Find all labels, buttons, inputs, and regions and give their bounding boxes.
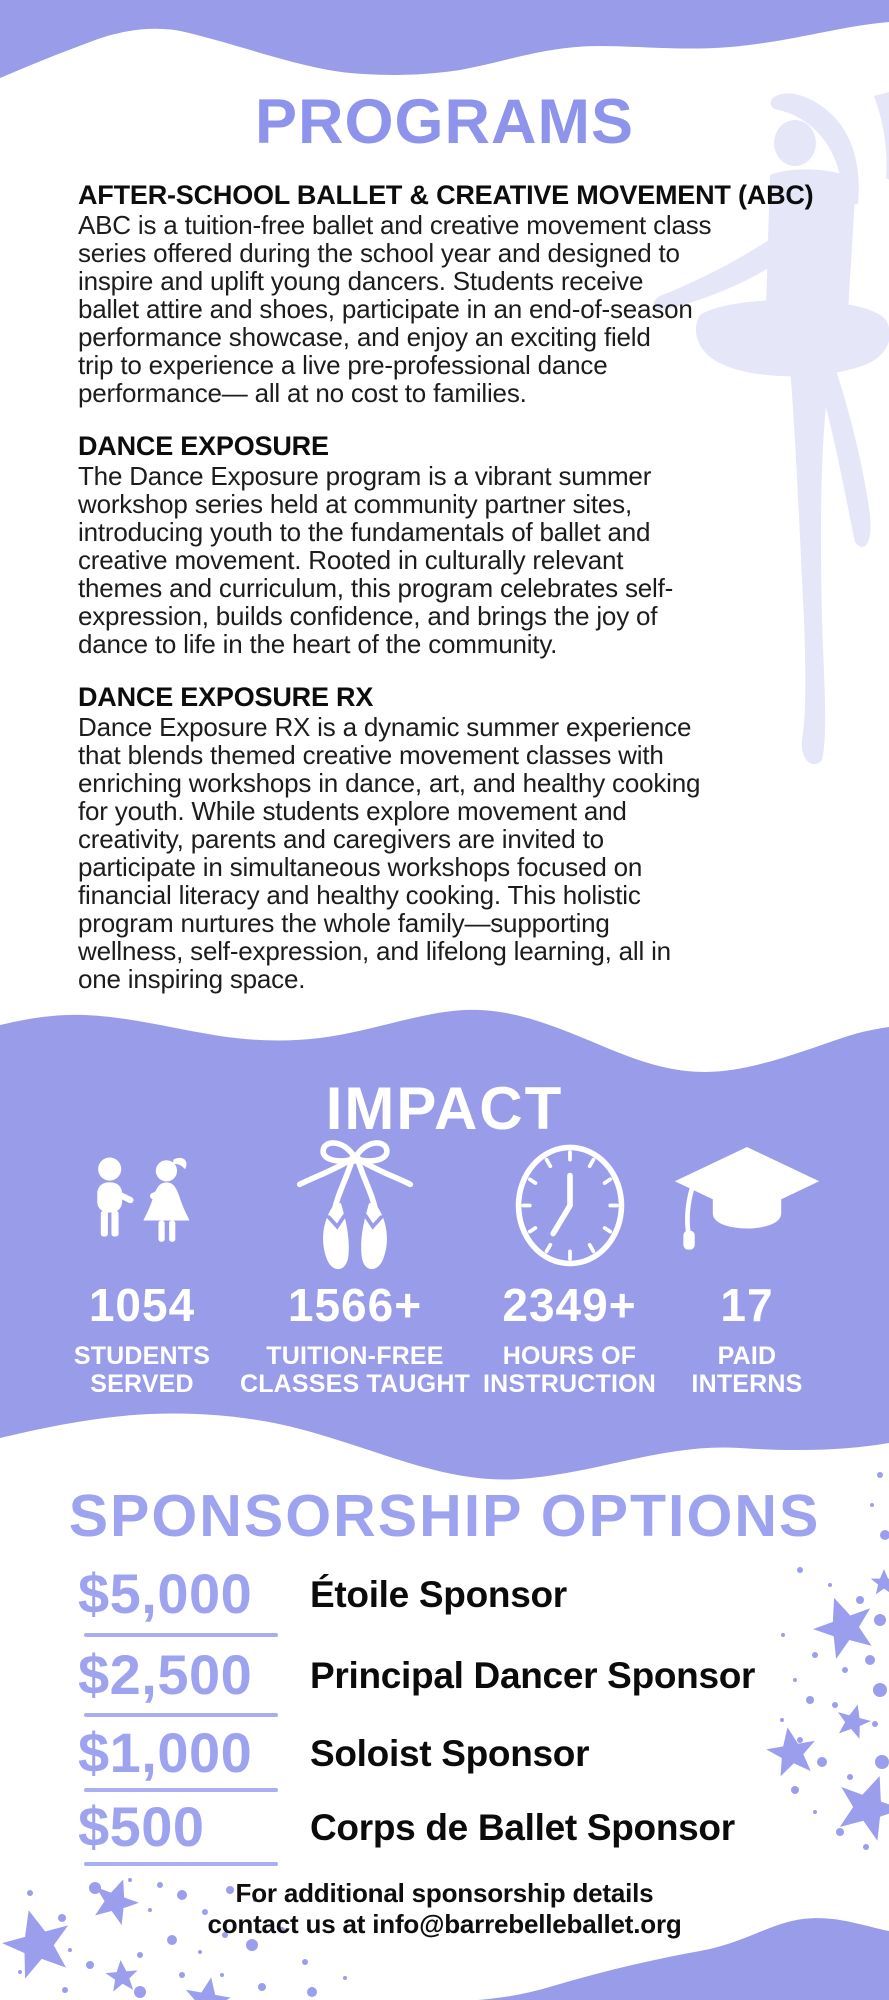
stat-classes-taught: [240, 1130, 470, 1398]
program-section: [78, 180, 826, 407]
footer-note: [0, 1878, 889, 1940]
top-wave: [0, 0, 889, 78]
sponsorship-title: SPONSORSHIP OPTIONS: [68, 1483, 821, 1549]
tier-underline: [84, 1713, 278, 1717]
stat-value: 1566+: [287, 1279, 423, 1331]
clock-icon: [509, 1130, 631, 1280]
program-heading: AFTER-SCHOOL BALLET & CREATIVE MOVEMENT (ABC): [78, 180, 814, 210]
stat-value: 17: [720, 1279, 774, 1331]
footer-line: For additional sponsorship details: [235, 1878, 654, 1908]
tier-amount: $1,000: [78, 1721, 253, 1784]
program-body: The Dance Exposure program is a vibrant summer workshop series held at community partner sites, introducing youth to the fundamentals of ballet and creative movement. Rooted in culturally relevant themes and curriculum, this program celebrates self- expression, builds confidence, and brings the joy of dance to life in the heart of the community.: [78, 461, 674, 659]
program-heading: DANCE EXPOSURE RX: [78, 682, 374, 712]
tier-underline: [84, 1788, 278, 1792]
stat-label: PAID INTERNS: [691, 1342, 803, 1398]
programs-title: PROGRAMS: [254, 87, 635, 157]
tier-underline: [84, 1862, 278, 1866]
tier-label: Soloist Sponsor: [310, 1733, 590, 1774]
impact-title: IMPACT: [325, 1075, 564, 1142]
pointe-shoes-icon: [280, 1130, 430, 1280]
stat-value: 2349+: [502, 1279, 637, 1331]
program-heading: DANCE EXPOSURE: [78, 431, 329, 461]
program-body: Dance Exposure RX is a dynamic summer experience that blends themed creative movement classes with enriching workshops in dance, art, and healthy cooking for youth. While students explore movement and creativity, parents and caregivers are invited to participate in simultaneous workshops focused on financial literacy and healthy cooking. This holistic program nurtures the whole family—supporting wellness, self-expression, and lifelong learning, all in one inspiring space.: [78, 712, 701, 994]
tier-amount: $2,500: [78, 1643, 253, 1706]
program-section: [78, 431, 826, 658]
footer-line: contact us at info@barrebelleballet.org: [207, 1909, 682, 1939]
tier-amount: $5,000: [78, 1562, 253, 1625]
children-icon: [80, 1130, 205, 1280]
program-body: ABC is a tuition-free ballet and creative movement class series offered during the school year and designed to inspire and uplift young dancers. Students receive ballet attire and shoes, participate in an end-of-season performance showcase, and enjoy an exciting field trip to experience a live pre-professional dance performance— all at no cost to families.: [78, 210, 712, 408]
stat-students-served: [52, 1130, 232, 1398]
tier-label: Étoile Sponsor: [310, 1574, 567, 1615]
tier-label: Corps de Ballet Sponsor: [310, 1807, 735, 1848]
stat-label: TUITION-FREE CLASSES TAUGHT: [239, 1342, 471, 1398]
stat-label: STUDENTS SERVED: [73, 1342, 211, 1398]
tier-amount: $500: [78, 1795, 205, 1858]
stat-value: 1054: [88, 1279, 196, 1331]
programs-list: [78, 180, 826, 1017]
stat-paid-interns: [677, 1130, 817, 1398]
program-section: [78, 682, 826, 993]
stat-hours-instruction: [462, 1130, 677, 1398]
tier-label: Principal Dancer Sponsor: [310, 1655, 756, 1696]
tier-underline: [84, 1633, 278, 1637]
graduation-cap-icon: [671, 1130, 823, 1280]
stat-label: HOURS OF INSTRUCTION: [482, 1342, 657, 1398]
